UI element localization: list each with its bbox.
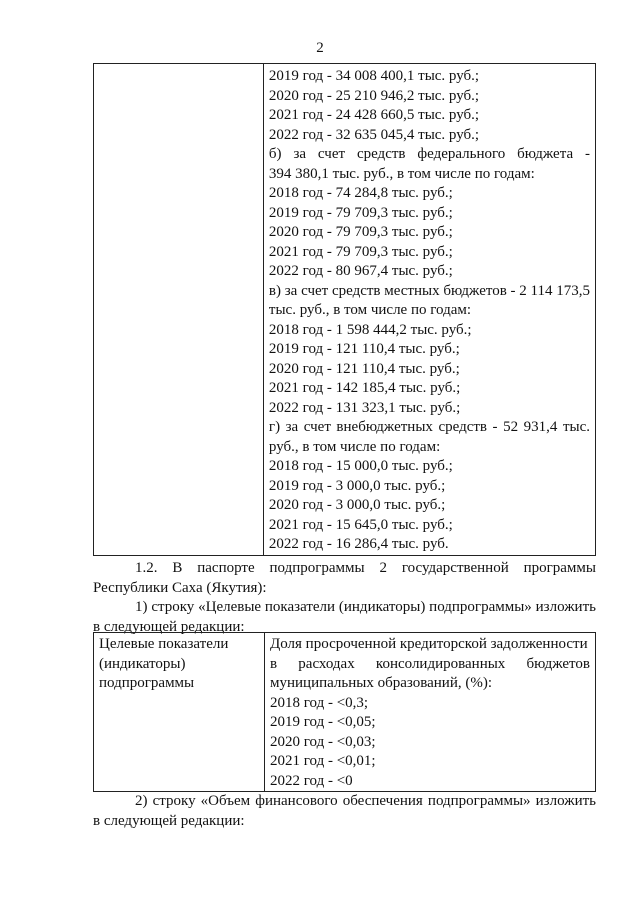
table-row	[94, 633, 596, 792]
funding-line: 2021 год - 15 645,0 тыс. руб.;	[268, 516, 453, 533]
indicator-line: 2021 год - <0,01;	[270, 753, 376, 769]
funding-line: г) за счет внебюджетных средств - 52 931,4 тыс.	[268, 419, 590, 435]
funding-line: 2022 год - 32 635 045,4 тыс. руб.;	[268, 126, 480, 143]
table-cell-left	[94, 633, 265, 792]
paragraph-line: 2) строку «Объем финансового обеспечения подпрограммы» изложить	[135, 793, 596, 809]
funding-line: 2021 год - 79 709,3 тыс. руб.;	[268, 243, 453, 260]
paragraph-line: в следующей редакции:	[93, 812, 245, 829]
paragraph-line: 1.2. В паспорте подпрограммы 2 государственной программы	[135, 560, 596, 576]
funding-line: 2019 год - 79 709,3 тыс. руб.;	[268, 204, 453, 221]
paragraph-line: Республики Саха (Якутия):	[93, 579, 267, 596]
indicator-line: муниципальных образований, (%):	[270, 675, 493, 691]
indicator-line: 2020 год - <0,03;	[270, 733, 376, 750]
funding-line: руб., в том числе по годам:	[268, 438, 441, 455]
funding-line: 2021 год - 24 428 660,5 тыс. руб.;	[268, 107, 480, 123]
funding-line: 2022 год - 80 967,4 тыс. руб.;	[268, 263, 453, 279]
funding-table	[93, 63, 596, 556]
paragraph-line: в следующей редакции:	[93, 618, 245, 635]
paragraph-1-2	[93, 559, 596, 598]
paragraph-item-2	[93, 792, 596, 831]
funding-line: тыс. руб., в том числе по годам:	[268, 302, 472, 318]
indicator-line: 2019 год - <0,05;	[270, 714, 376, 730]
indicator-label-line: Целевые показатели	[99, 636, 229, 652]
funding-line: 2020 год - 25 210 946,2 тыс. руб.;	[268, 87, 480, 104]
indicator-label-line: подпрограммы	[99, 675, 195, 691]
funding-line: в) за счет средств местных бюджетов - 2 114 173,5	[268, 282, 590, 299]
funding-line: 2020 год - 79 709,3 тыс. руб.;	[268, 224, 453, 240]
page-number: 2	[316, 40, 324, 56]
indicator-line: 2018 год - <0,3;	[270, 694, 369, 711]
funding-line: 2018 год - 15 000,0 тыс. руб.;	[268, 458, 453, 474]
table-cell-right	[263, 64, 595, 556]
funding-line: 394 380,1 тыс. руб., в том числе по годам:	[268, 165, 535, 182]
indicator-label-line: (индикаторы)	[99, 655, 186, 672]
indicator-line: Доля просроченной кредиторской задолженности	[270, 636, 588, 652]
paragraph-line: 1) строку «Целевые показатели (индикаторы) подпрограммы» изложить	[135, 599, 596, 615]
funding-line: 2019 год - 121 110,4 тыс. руб.;	[268, 341, 460, 357]
funding-line: 2021 год - 142 185,4 тыс. руб.;	[268, 380, 461, 396]
funding-line: 2018 год - 74 284,8 тыс. руб.;	[268, 185, 453, 201]
funding-line: 2022 год - 16 286,4 тыс. руб.	[268, 536, 449, 552]
funding-line: 2020 год - 3 000,0 тыс. руб.;	[268, 497, 446, 513]
funding-line: 2020 год - 121 110,4 тыс. руб.;	[268, 360, 460, 377]
indicators-table	[93, 632, 596, 792]
funding-line: б) за счет средств федерального бюджета -	[268, 146, 590, 162]
funding-line: 2022 год - 131 323,1 тыс. руб.;	[268, 399, 461, 416]
funding-line: 2019 год - 3 000,0 тыс. руб.;	[268, 477, 446, 494]
table-cell-right	[265, 633, 596, 792]
indicator-line: в расходах консолидированных бюджетов	[270, 655, 590, 672]
funding-line: 2019 год - 34 008 400,1 тыс. руб.;	[268, 68, 480, 84]
indicator-line: 2022 год - <0	[270, 772, 353, 789]
table-cell-left	[94, 64, 264, 556]
funding-line: 2018 год - 1 598 444,2 тыс. руб.;	[268, 321, 472, 338]
table-row	[94, 64, 596, 556]
